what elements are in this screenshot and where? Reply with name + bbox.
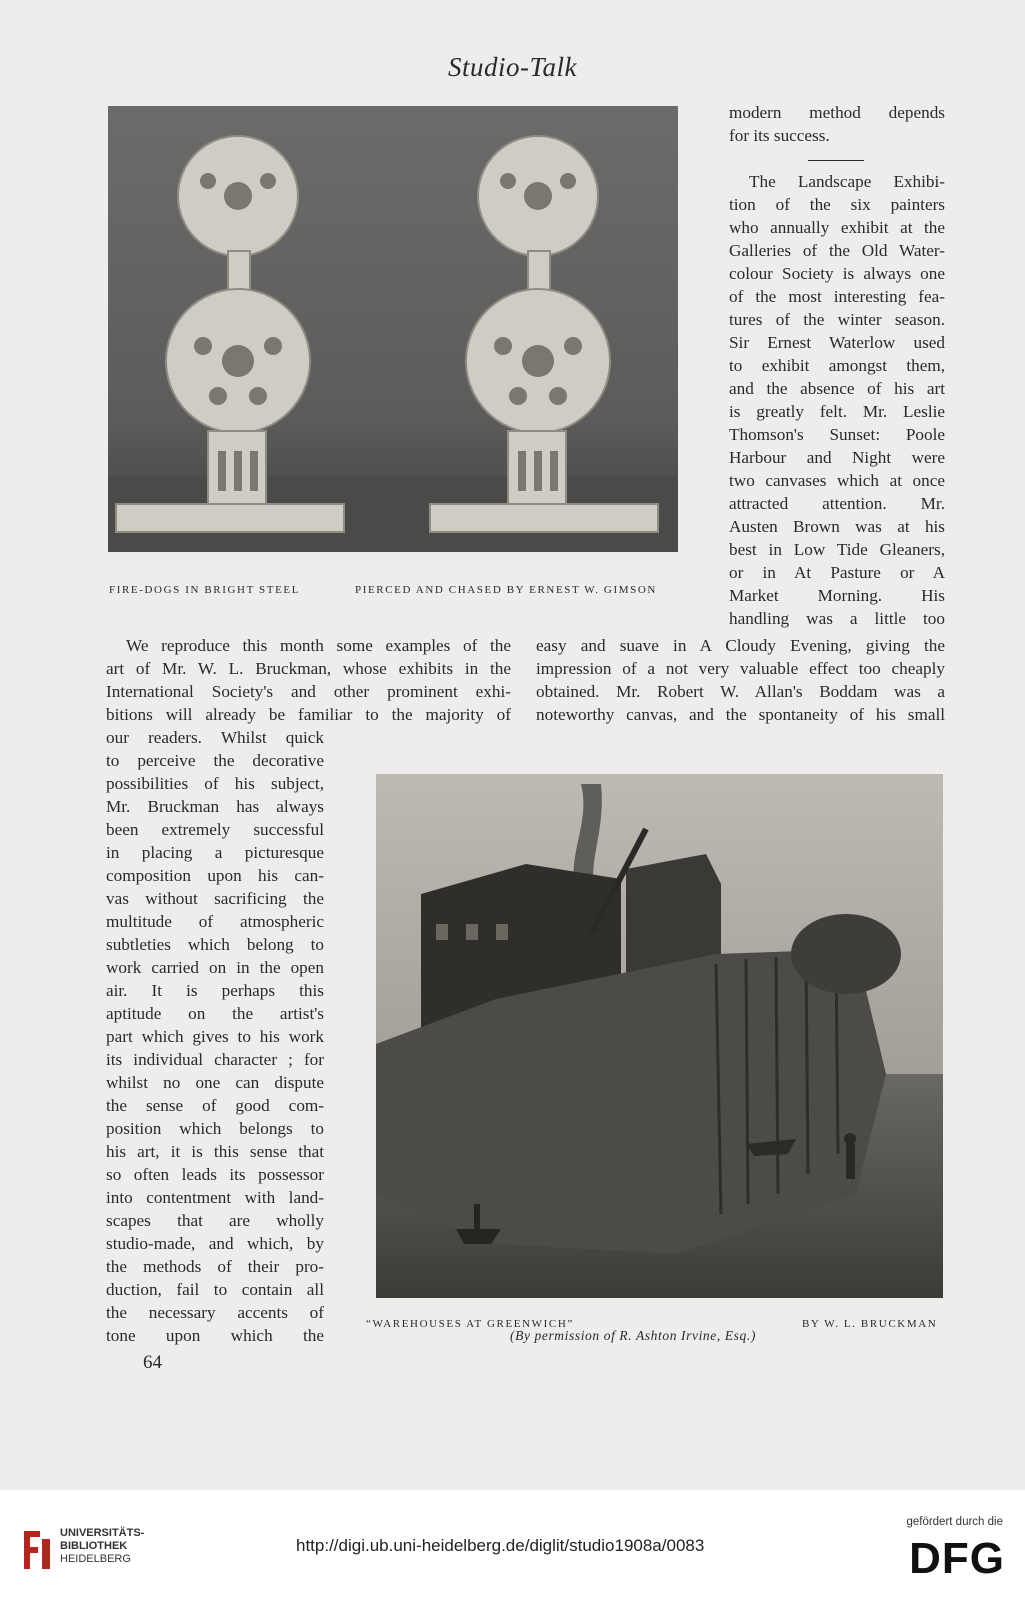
text-line: composition upon his can-: [106, 866, 324, 885]
text-line: aptitude on the artist's: [106, 1004, 324, 1023]
page-number: 64: [143, 1352, 162, 1373]
right-column-mid: [536, 634, 945, 726]
text-line: Austen Brown was at his: [729, 517, 945, 536]
text-line: art of Mr. W. L. Bruckman, whose exhibits in the: [106, 659, 511, 678]
text-line: colour Society is always one: [729, 264, 945, 283]
text-line: the methods of their pro-: [106, 1257, 324, 1276]
text-line: and the absence of his art: [729, 379, 945, 398]
text-line: possibilities of his subject,: [106, 774, 324, 793]
text-line: noteworthy canvas, and the spontaneity of his small: [536, 705, 945, 724]
text-line: Harbour and Night were: [729, 448, 945, 467]
text-line: handling was a little too: [729, 609, 945, 628]
digitization-footer: [0, 1490, 1025, 1603]
text-line: We reproduce this month some examples of the: [126, 636, 511, 655]
figure2-credit: (By permission of R. Ashton Irvine, Esq.): [510, 1328, 756, 1343]
warehouses-image: [376, 774, 943, 1298]
text-line: been extremely successful: [106, 820, 324, 839]
text-line: for its success.: [729, 126, 830, 145]
text-line: its individual character ; for: [106, 1050, 324, 1069]
section-rule: [808, 160, 864, 161]
right-column-top: [729, 101, 945, 147]
text-line: work carried on in the open: [106, 958, 324, 977]
institution-line: UNIVERSITÄTS-: [60, 1527, 145, 1539]
right-column-paragraph: [729, 170, 945, 630]
funded-by-label: gefördert durch die: [906, 1516, 1003, 1528]
text-line: who annually exhibit at the: [729, 218, 945, 237]
left-column-narrow: [106, 726, 324, 1347]
text-line: air. It is perhaps this: [106, 981, 324, 1000]
text-line: obtained. Mr. Robert W. Allan's Boddam was a: [536, 682, 945, 701]
text-line: best in Low Tide Gleaners,: [729, 540, 945, 559]
text-line: bitions will already be familiar to the majority of: [106, 705, 511, 724]
text-line: part which gives to his work: [106, 1027, 324, 1046]
figure2-caption-left: “WAREHOUSES AT GREENWICH”: [366, 1318, 574, 1330]
text-line: two canvases which at once: [729, 471, 945, 490]
text-line: attracted attention. Mr.: [729, 494, 945, 513]
institution-line: HEIDELBERG: [60, 1553, 131, 1565]
text-line: the necessary accents of: [106, 1303, 324, 1322]
text-line: his art, it is this sense that: [106, 1142, 324, 1161]
text-line: The Landscape Exhibi-: [749, 172, 945, 191]
text-line: Galleries of the Old Water-: [729, 241, 945, 260]
text-line: International Society's and other prominent exhi-: [106, 682, 511, 701]
library-logo-icon: [20, 1525, 54, 1575]
figure1-caption-right: PIERCED AND CHASED BY ERNEST W. GIMSON: [355, 584, 657, 596]
text-line: scapes that are wholly: [106, 1211, 324, 1230]
text-line: Sir Ernest Waterlow used: [729, 333, 945, 352]
text-line: Market Morning. His: [729, 586, 945, 605]
text-line: position which belongs to: [106, 1119, 324, 1138]
fire-dogs-photograph: [108, 106, 678, 552]
text-line: multitude of atmospheric: [106, 912, 324, 931]
text-line: subtleties which belong to: [106, 935, 324, 954]
permalink-url[interactable]: http://digi.ub.uni-heidelberg.de/diglit/studio1908a/0083: [296, 1536, 705, 1555]
figure1-caption-left: FIRE-DOGS IN BRIGHT STEEL: [109, 584, 301, 596]
figure2-caption-right: BY W. L. BRUCKMAN: [802, 1318, 938, 1330]
text-line: so often leads its possessor: [106, 1165, 324, 1184]
institution-line: BIBLIOTHEK: [60, 1540, 128, 1552]
fire-dogs-image: [108, 106, 678, 552]
warehouses-painting: [376, 774, 943, 1298]
text-line: to perceive the decorative: [106, 751, 324, 770]
text-line: our readers. Whilst quick: [106, 728, 324, 747]
text-line: vas without sacrificing the: [106, 889, 324, 908]
text-line: easy and suave in A Cloudy Evening, giving the: [536, 636, 945, 655]
text-line: Mr. Bruckman has always: [106, 797, 324, 816]
dfg-logo: DFG: [909, 1534, 1005, 1583]
running-head: Studio-Talk: [447, 52, 578, 82]
text-line: tion of the six painters: [729, 195, 945, 214]
text-line: is greatly felt. Mr. Leslie: [729, 402, 945, 421]
text-line: the sense of good com-: [106, 1096, 324, 1115]
text-line: studio-made, and which, by: [106, 1234, 324, 1253]
text-line: tures of the winter season.: [729, 310, 945, 329]
institution-name: [60, 1527, 144, 1566]
text-line: or in At Pasture or A: [729, 563, 945, 582]
left-column: [106, 634, 511, 726]
text-line: duction, fail to contain all: [106, 1280, 324, 1299]
text-line: in placing a picturesque: [106, 843, 324, 862]
text-line: into contentment with land-: [106, 1188, 324, 1207]
text-line: to exhibit amongst them,: [729, 356, 945, 375]
text-line: of the most interesting fea-: [729, 287, 945, 306]
text-line: Thomson's Sunset: Poole: [729, 425, 945, 444]
text-line: tone upon which the: [106, 1326, 324, 1345]
text-line: impression of a not very valuable effect too cheaply: [536, 659, 945, 678]
text-line: whilst no one can dispute: [106, 1073, 324, 1092]
text-line: modern method depends: [729, 103, 945, 122]
